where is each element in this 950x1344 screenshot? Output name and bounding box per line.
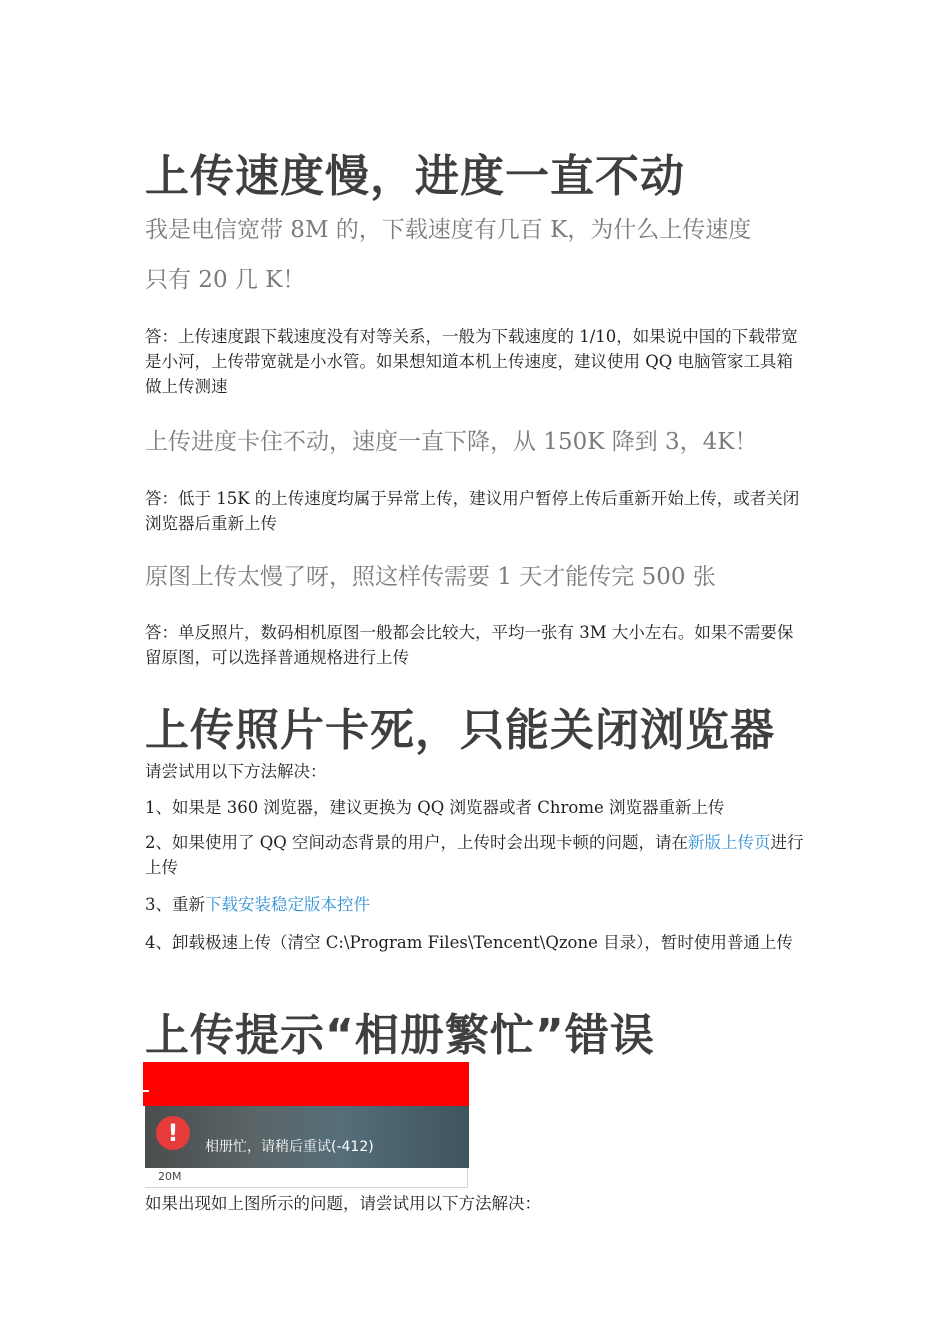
answer-1: 答：上传速度跟下载速度没有对等关系，一般为下载速度的 1/10，如果说中国的下载带宽是小河，上传带宽就是小水管。如果想知道本机上传速度，建议使用 QQ 电脑管家工具箱做上传测速	[145, 327, 798, 396]
alert-icon: !	[156, 1116, 190, 1150]
screenshot-caption: 如果出现如上图所示的问题，请尝试用以下方法解决：	[145, 1194, 541, 1213]
banner-edge-mark	[143, 1090, 149, 1092]
solution-item-2	[145, 830, 805, 880]
section-title-upload-slow: 上传速度慢，进度一直不动	[145, 151, 685, 202]
solution-item-2-text: 2、如果使用了 QQ 空间动态背景的用户，上传时会出现卡顿的问题，请在	[145, 833, 689, 852]
new-upload-page-link[interactable]: 新版上传页	[688, 833, 771, 852]
question-1-line-1: 我是电信宽带 8M 的，下载速度有几百 K，为什么上传速度	[145, 217, 752, 243]
question-1-line-2: 只有 20 几 K！	[145, 267, 306, 293]
download-control-link[interactable]: 下载安装稳定版本控件	[205, 895, 370, 914]
section-title-upload-freeze: 上传照片卡死，只能关闭浏览器	[145, 705, 775, 756]
answer-3: 答：单反照片，数码相机原图一般都会比较大，平均一张有 3M 大小左右。如果不需要保留原图，可以选择普通规格进行上传	[145, 623, 794, 667]
error-screenshot	[143, 1062, 469, 1188]
error-message: 相册忙，请稍后重试(-412)	[205, 1139, 374, 1155]
answer-2: 答：低于 15K 的上传速度均属于异常上传，建议用户暂停上传后重新开始上传，或者关闭浏览器后重新上传	[145, 489, 800, 533]
solution-item-3	[145, 892, 805, 917]
solution-item-4: 4、卸载极速上传（清空 C:\Program Files\Tencent\Qzone 目录），暂时使用普通上传	[145, 933, 793, 952]
solution-item-3-text: 3、重新	[145, 895, 205, 914]
section-title-album-busy: 上传提示“相册繁忙”错误	[145, 1010, 655, 1061]
screenshot-footer	[145, 1168, 468, 1188]
question-2: 上传进度卡住不动，速度一直下降，从 150K 降到 3，4K！	[145, 429, 758, 455]
file-size-label: 20M	[158, 1170, 182, 1183]
solution-item-1: 1、如果是 360 浏览器，建议更换为 QQ 浏览器或者 Chrome 浏览器重新上传	[145, 798, 725, 817]
intro-text: 请尝试用以下方法解决：	[145, 762, 327, 781]
solution-item-2-tail: 进行上传	[145, 833, 804, 877]
red-banner	[143, 1062, 469, 1106]
question-3: 原图上传太慢了呀，照这样传需要 1 天才能传完 500 张	[145, 564, 716, 590]
